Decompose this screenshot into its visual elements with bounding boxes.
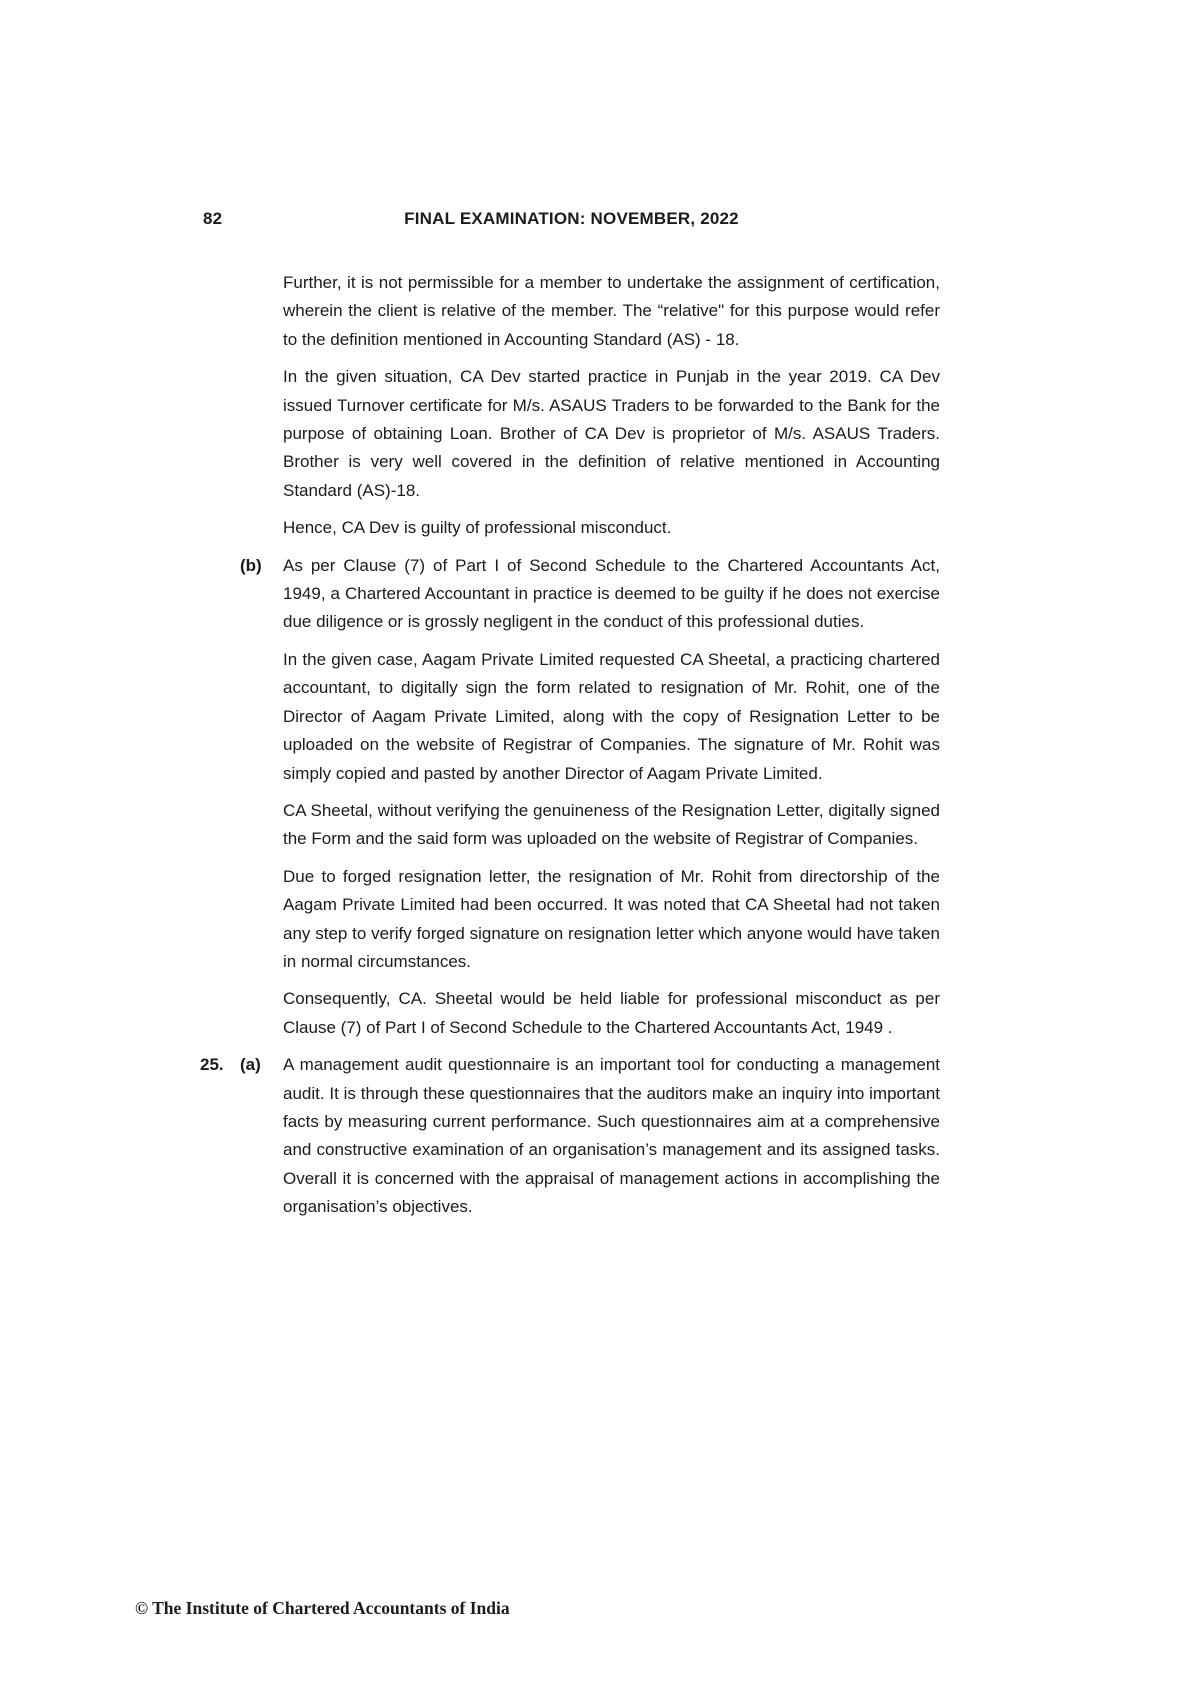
copyright-footer: © The Institute of Chartered Accountants of India [135,1598,510,1618]
page-header-title: FINAL EXAMINATION: NOVEMBER, 2022 [404,209,739,228]
document-body [200,269,940,1231]
paragraph-text: A management audit questionnaire is an important tool for conducting a management audit. It is through these questionnaires that the auditors make an inquiry into important facts by measuring current performance. Such questionnaires aim at a comprehensive and constructive examination of an organisation’s management and its assigned tasks. Overall it is concerned with the appraisal of management actions in accomplishing the organisation’s objectives. [283,1055,940,1217]
paragraph-text: Consequently, CA. Sheetal would be held liable for professional misconduct as per Clause (7) of Part I of Second Schedule to the Chartered Accountants Act, 1949 . [283,989,940,1037]
paragraph-forged-letter [203,863,940,977]
paragraph-sheetal-conclusion [203,985,940,1042]
paragraph-certification-rule [203,269,940,354]
answer-label-b: (b) [240,555,262,575]
answer-label-a: (a) [240,1055,261,1075]
paragraph-text: As per Clause (7) of Part I of Second Schedule to the Chartered Accountants Act, 1949, a Chartered Accountant in practice is deemed to be guilty if he does not exercise due diligence or is grossly negligent in the conduct of this professional duties. [283,555,940,632]
paragraph-text: In the given situation, CA Dev started practice in Punjab in the year 2019. CA Dev issued Turnover certificate for M/s. ASAUS Traders to be forwarded to the Bank for the purpose of obtaining Loan. Brother of CA Dev is proprietor of M/s. ASAUS Traders. Brother is very well covered in the definition of relative mentioned in Accounting Standard (AS)-18. [283,367,940,500]
paragraph-ca-dev-situation [203,363,940,505]
paragraph-ca-sheetal-signing [203,797,940,854]
question-number-25: 25. [200,1055,224,1075]
paragraph-text: Due to forged resignation letter, the resignation of Mr. Rohit from directorship of the Aagam Private Limited had been occurred. It was noted that CA Sheetal had not taken any step to verify forged signature on resignation letter which anyone would have taken in normal circumstances. [283,866,940,971]
paragraph-question-25a [200,1051,940,1221]
page-number: 82 [203,209,223,228]
paragraph-aagam-case [203,646,940,788]
paragraph-text: Further, it is not permissible for a member to undertake the assignment of certification, wherein the client is relative of the member. The “relative" for this purpose would refer to the definition mentioned in Accounting Standard (AS) - 18. [283,273,940,349]
paragraph-text: Hence, CA Dev is guilty of professional misconduct. [283,518,672,538]
paragraph-answer-b [203,552,940,637]
paragraph-ca-dev-conclusion [203,514,940,542]
paragraph-text: CA Sheetal, without verifying the genuineness of the Resignation Letter, digitally signed the Form and the said form was uploaded on the website of Registrar of Companies. [283,800,940,849]
paragraph-text: In the given case, Aagam Private Limited requested CA Sheetal, a practicing chartered accountant, to digitally sign the form related to resignation of Mr. Rohit, one of the Director of Aagam Private Limited, along with the copy of Resignation Letter to be uploaded on the website of Registrar of Companies. The signature of Mr. Rohit was simply copied and pasted by another Director of Aagam Private Limited. [283,649,940,783]
